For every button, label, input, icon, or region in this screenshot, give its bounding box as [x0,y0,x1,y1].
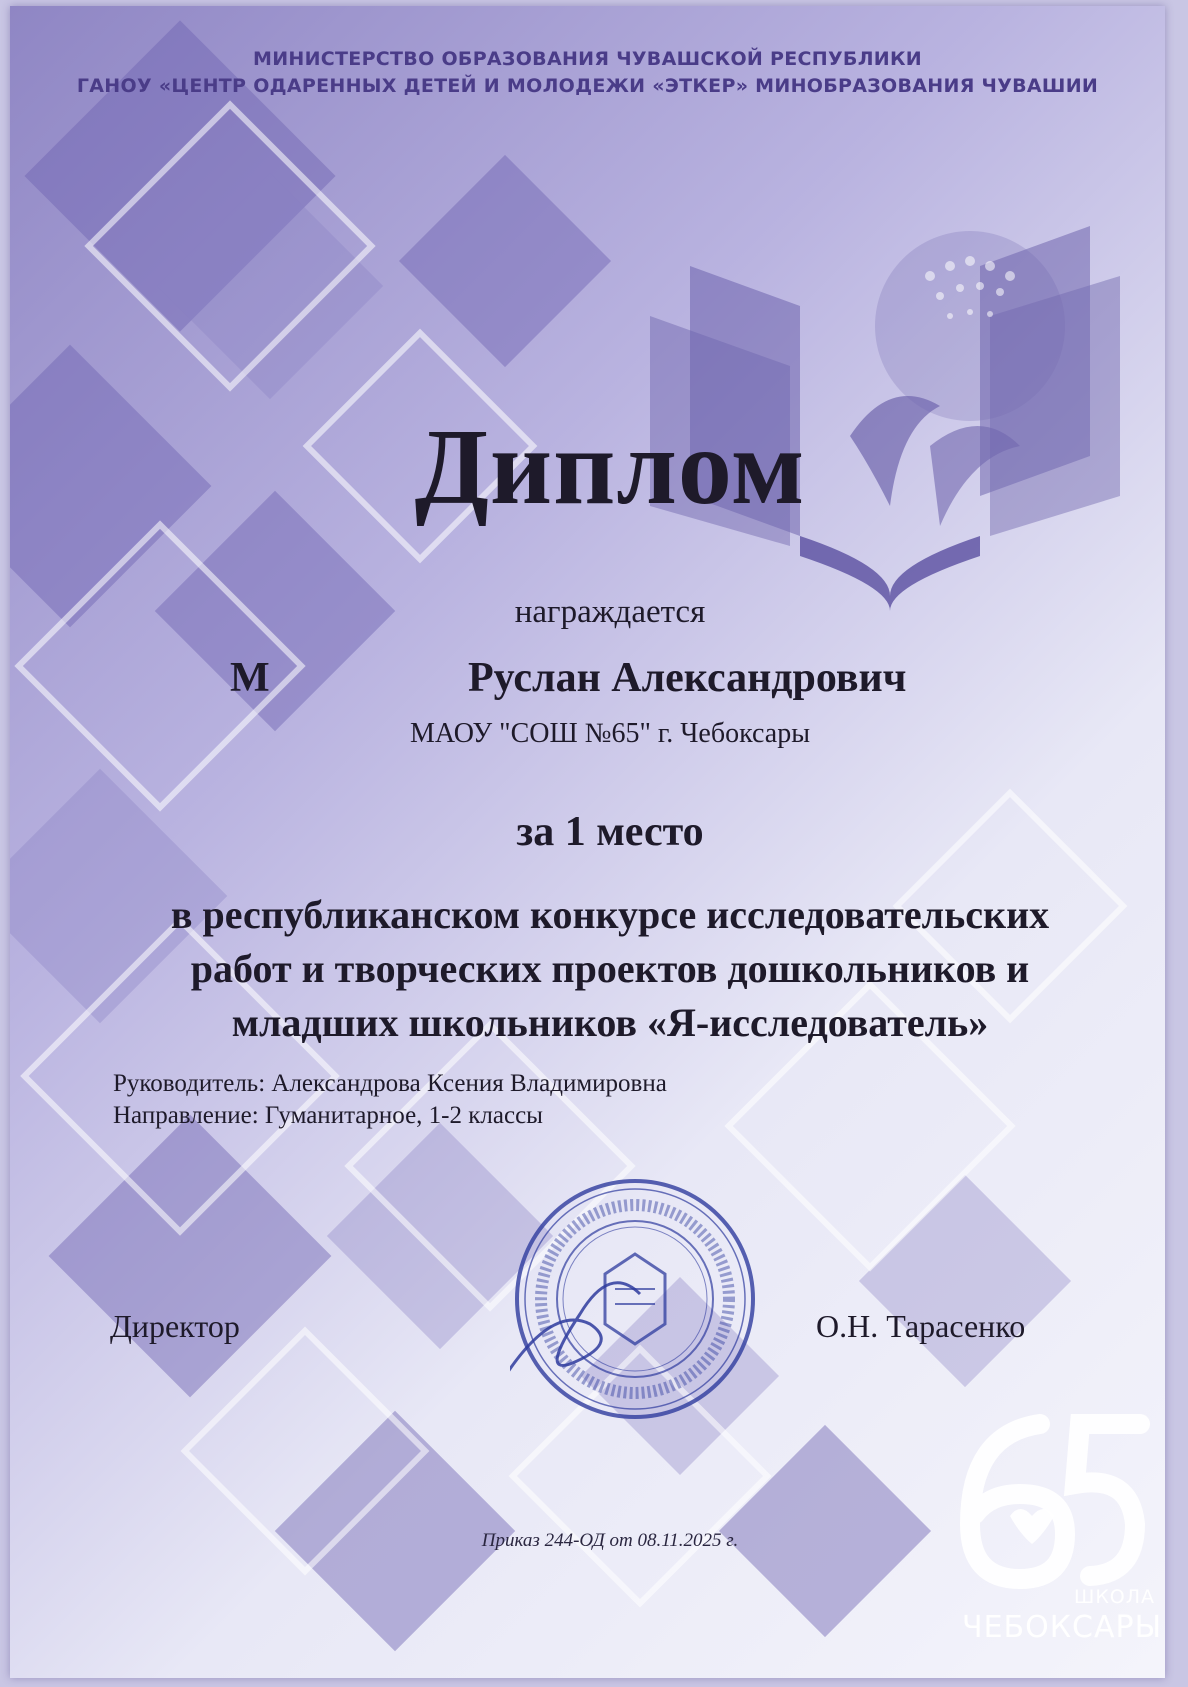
award-place: за 1 место [516,809,704,855]
recipient-school: МАОУ "СОШ №65" г. Чебоксары [409,718,811,749]
header [10,46,1165,100]
diploma-sheet [10,6,1165,1678]
awarded-label: награждается [514,594,706,630]
contest-line-1: в республиканском конкурсе исследовательских [170,892,1050,937]
diploma-title: Диплом [414,408,806,527]
recipient-name: Руслан Александрович [468,655,907,701]
signature-role: Директор [110,1308,240,1344]
official-seal-icon [510,1174,760,1424]
school-65-logo-icon [940,1404,1163,1645]
recipient-initial: М [230,655,270,701]
header-line-center: ГАНОУ «ЦЕНТР ОДАРЕННЫХ ДЕТЕЙ И МОЛОДЕЖИ «ЭТКЕР» МИНОБРАЗОВАНИЯ ЧУВАШИИ [76,75,1099,97]
school-logo-label-small: ШКОЛА [1074,1586,1156,1608]
direction-line: Направление: Гуманитарное, 1-2 классы [113,1102,543,1129]
signature-name: О.Н. Тарасенко [816,1308,1026,1344]
header-line-ministry: МИНИСТЕРСТВО ОБРАЗОВАНИЯ ЧУВАШСКОЙ РЕСПУБЛИКИ [252,48,923,70]
school-logo-label-big: ЧЕБОКСАРЫ [962,1610,1163,1645]
order-reference: Приказ 244-ОД от 08.11.2025 г. [481,1530,739,1551]
contest-line-2: работ и творческих проектов дошкольников и [190,946,1030,991]
contest-line-3: младших школьников «Я-исследователь» [231,1000,989,1045]
supervisor-line: Руководитель: Александрова Ксения Владимировна [113,1070,667,1097]
contest-description [90,888,1130,1050]
